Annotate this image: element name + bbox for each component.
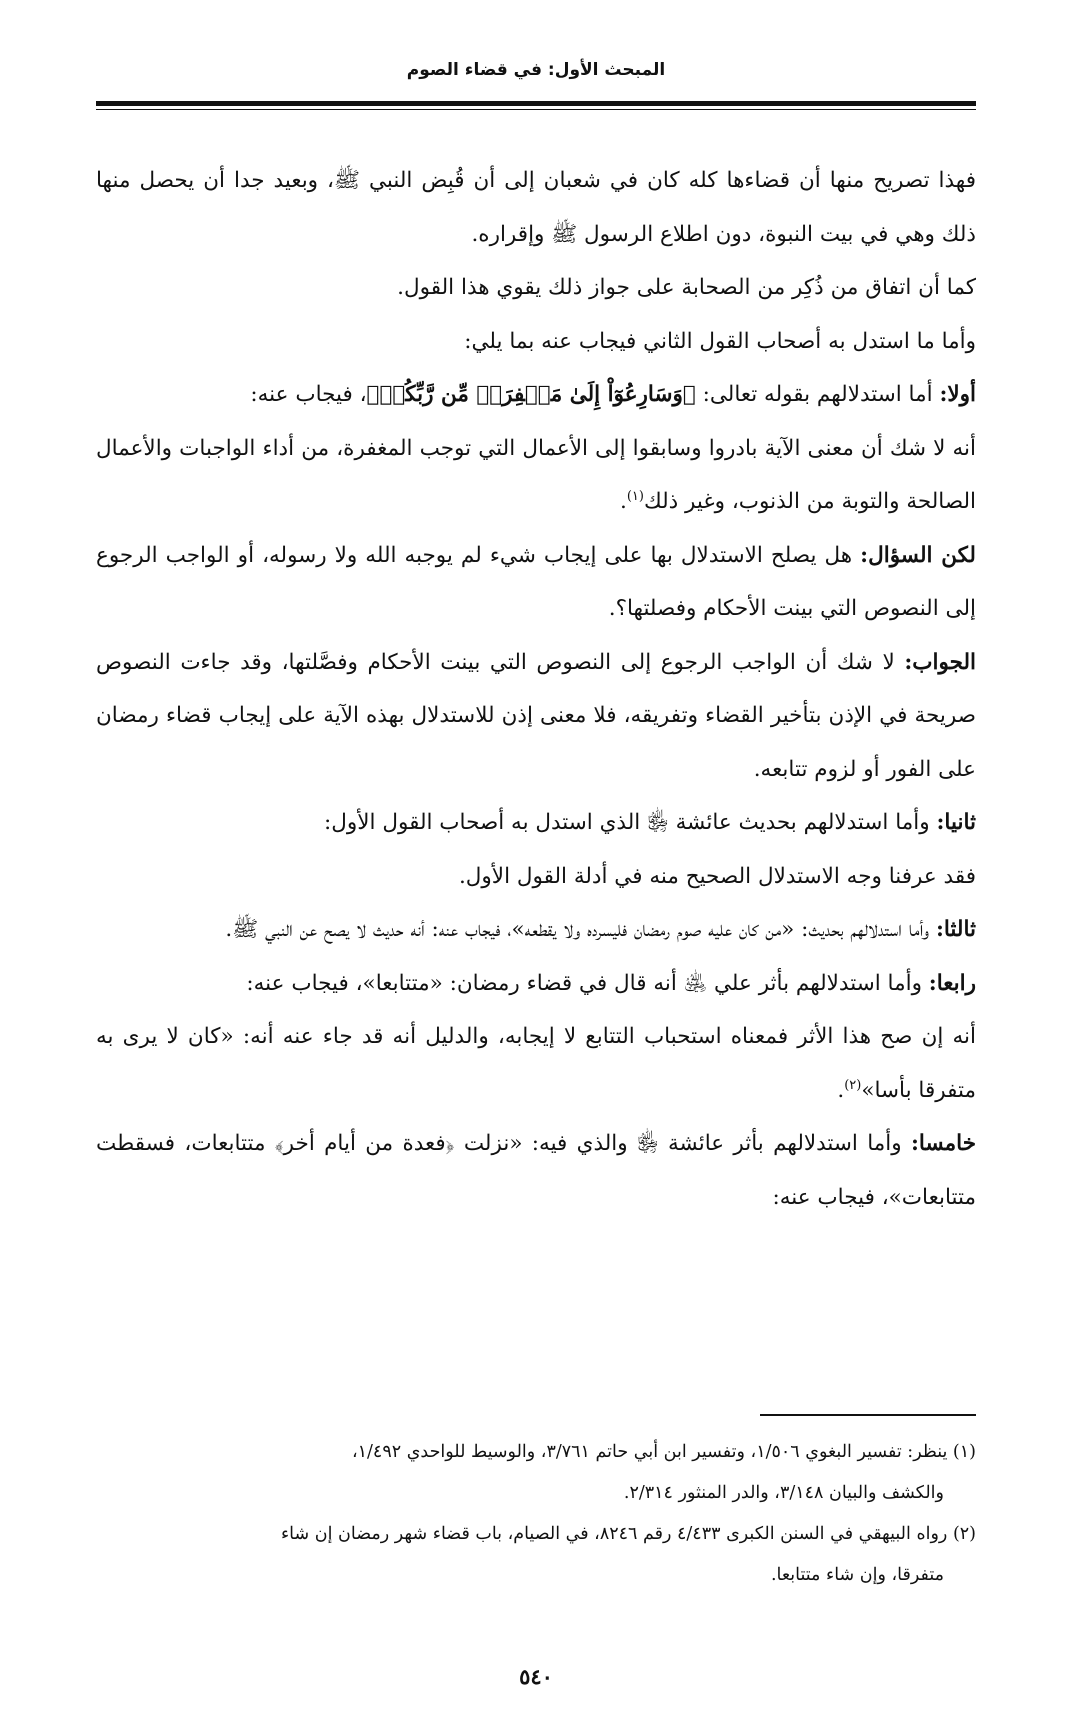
paragraph (96, 903, 976, 957)
paragraph: فقد عرفنا وجه الاستدلال الصحيح منه في أدلة القول الأول. (458, 863, 976, 889)
paragraph (96, 796, 976, 850)
section-lead: الجواب: (904, 649, 976, 675)
paragraph-text: ، فيجاب عنه: (250, 382, 367, 407)
paragraph-text: وأما استدلالهم بأثر علي ﵁ أنه قال في قضاء رمضان: «متتابعا»، فيجاب عنه: (246, 970, 929, 996)
section-lead: ثانيا: (936, 810, 976, 835)
footnotes (96, 1432, 976, 1596)
paragraph: كما أن اتفاق من ذُكِر من الصحابة على جواز ذلك يقوي هذا القول. (397, 275, 976, 300)
paragraph-text: هل يصلح الاستدلال بها على إيجاب شيء لم يوجبه الله ولا رسوله، أو الواجب الرجوع إلى النصوص التي بينت الأحكام وفصلتها؟. (96, 542, 976, 621)
header-rule-thick (96, 101, 976, 106)
body-text (96, 154, 976, 1224)
paragraph: فهذا تصريح منها أن قضاءها كله كان في شعبان إلى أن قُبِض النبي ﷺ، وبعيد جدا أن يحصل منها ذلك وهي في بيت النبوة، دون اطلاع الرسول ﷺ وإقراره. (96, 168, 976, 247)
footnote-line: (١) ينظر: تفسير البغوي ١/٥٠٦، وتفسير ابن أبي حاتم ٣/٧٦١، والوسيط للواحدي ١/٤٩٢، (351, 1442, 976, 1462)
paragraph (96, 368, 976, 422)
section-lead: أولا: (939, 382, 976, 407)
paragraph-text: . (837, 1077, 845, 1103)
page-number: ٥٤٠ (519, 1664, 553, 1689)
footnote-line: والكشف والبيان ٣/١٤٨، والدر المنثور ٢/٣١٤. (623, 1483, 944, 1503)
paragraph: وأما ما استدل به أصحاب القول الثاني فيجاب عنه بما يلي: (464, 328, 976, 354)
footnote-line: متفرقا، وإن شاء متتابعا. (770, 1565, 944, 1585)
quran-verse: ﴿وَسَارِعُوٓاْ إِلَىٰ مَغۡفِرَةٖ مِّن رَّبِّكُمۡ﴾ (366, 382, 696, 407)
section-lead: خامسا: (910, 1131, 976, 1156)
paragraph-text: أنه إن صح هذا الأثر فمعناه استحباب التتابع لا إيجابه، والدليل أنه قد جاء عنه أنه: «كان لا يرى به متفرقا بأسا» (96, 1024, 976, 1103)
paragraph (96, 1010, 976, 1117)
section-lead: رابعا: (928, 970, 976, 996)
footnote-ref: (٢) (844, 1077, 862, 1093)
section-lead: ثالثا: (935, 917, 976, 942)
paragraph (96, 529, 976, 636)
header-rule-thin (96, 109, 976, 110)
footnote-ref: (١) (626, 488, 644, 504)
footnote-separator (760, 1414, 976, 1416)
paragraph-text: أما استدلالهم بقوله تعالى: (695, 382, 940, 407)
running-header: المبحث الأول: في قضاء الصوم (406, 60, 666, 80)
paragraph-text: وأما استدلالهم بحديث: «من كان عليه صوم رمضان فليسرده ولا يقطعه»، فيجاب عنه: أنه حديث لا يصح عن النبي ﷺ. (225, 917, 936, 942)
paragraph-text: وأما استدلالهم بأثر عائشة ﵂ والذي فيه: «نزلت ﴿فعدة من أيام أخر﴾ متتابعات، فسقطت متتابعات»، فيجاب عنه: (96, 1131, 976, 1210)
paragraph (96, 422, 976, 529)
section-lead: لكن السؤال: (860, 542, 976, 568)
paragraph (96, 636, 976, 797)
paragraph-text: وأما استدلالهم بحديث عائشة ﵂ الذي استدل به أصحاب القول الأول: (324, 810, 937, 835)
footnote-line: (٢) رواه البيهقي في السنن الكبرى ٤/٤٣٣ رقم ٨٢٤٦، في الصيام، باب قضاء شهر رمضان إن شاء (280, 1524, 976, 1544)
paragraph-text: . (619, 489, 627, 514)
paragraph (96, 957, 976, 1011)
paragraph-text: أنه لا شك أن معنى الآية بادروا وسابقوا إلى الأعمال التي توجب المغفرة، من أداء الواجبات والأعمال الصالحة والتوبة من الذنوب، وغير ذلك (96, 435, 976, 514)
paragraph (96, 1117, 976, 1224)
paragraph-text: لا شك أن الواجب الرجوع إلى النصوص التي بينت الأحكام وفصَّلتها، وقد جاءت النصوص صريحة في الإذن بتأخير القضاء وتفريقه، فلا معنى إذن للاستدلال بهذه الآية على إيجاب قضاء رمضان على الفور أو لزوم تتابعه. (96, 649, 976, 782)
